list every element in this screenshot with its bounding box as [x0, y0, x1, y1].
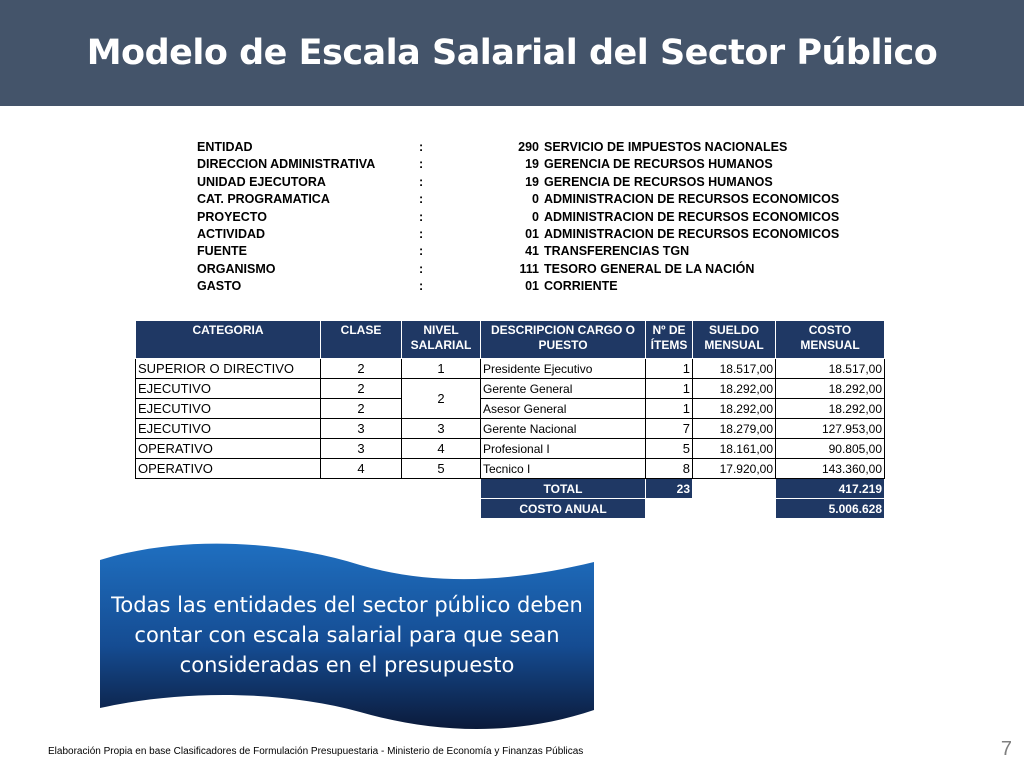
info-desc: ADMINISTRACION DE RECURSOS ECONOMICOS — [544, 209, 840, 224]
cell-nivel: 1 — [402, 359, 481, 379]
cell-costo: 143.360,00 — [776, 459, 885, 479]
cell-nivel: 3 — [402, 419, 481, 439]
cell-items: 7 — [646, 419, 693, 439]
info-desc: GERENCIA DE RECURSOS HUMANOS — [544, 174, 773, 189]
header-clase: CLASE — [321, 321, 402, 359]
table-row — [136, 379, 885, 399]
header-sueldo-mensual: SUELDO MENSUAL — [693, 321, 776, 359]
info-colon: : — [419, 174, 424, 189]
page-title: Modelo de Escala Salarial del Sector Público — [86, 33, 938, 73]
page-number: 7 — [1000, 738, 1012, 760]
header-items: Nº DE ÍTEMS — [646, 321, 693, 359]
info-desc: ADMINISTRACION DE RECURSOS ECONOMICOS — [544, 226, 840, 241]
source-footnote: Elaboración Propia en base Clasificadores de Formulación Presupuestaria - Ministerio de Economía y Finanzas Públicas — [48, 746, 584, 757]
cell-nivel: 4 — [402, 439, 481, 459]
total-label: TOTAL — [481, 479, 646, 499]
info-row — [197, 279, 897, 296]
cell-costo: 127.953,00 — [776, 419, 885, 439]
blank-cell — [693, 499, 776, 519]
total-row — [136, 479, 885, 499]
info-colon: : — [419, 140, 424, 154]
info-row — [197, 262, 897, 279]
cell-clase: 3 — [321, 419, 402, 439]
salary-scale-table — [135, 320, 885, 519]
cell-costo: 18.292,00 — [776, 379, 885, 399]
banner-message: Todas las entidades del sector público deben contar con escala salarial para que sean consideradas en el presupuesto — [111, 593, 583, 677]
table-row — [136, 359, 885, 379]
cell-descripcion: Tecnico I — [481, 459, 646, 479]
cell-categoria: SUPERIOR O DIRECTIVO — [136, 359, 321, 379]
info-label: PROYECTO — [197, 209, 267, 224]
info-label: ENTIDAD — [197, 140, 253, 154]
cell-items: 1 — [646, 359, 693, 379]
cell-categoria: OPERATIVO — [136, 439, 321, 459]
header-descripcion: DESCRIPCION CARGO O PUESTO — [481, 321, 646, 359]
cell-clase: 2 — [321, 359, 402, 379]
info-desc: SERVICIO DE IMPUESTOS NACIONALES — [544, 140, 788, 154]
header-categoria: CATEGORIA — [136, 321, 321, 359]
info-code: 01 — [525, 279, 539, 294]
info-colon: : — [419, 157, 424, 172]
info-colon: : — [419, 209, 424, 224]
cell-nivel: 5 — [402, 459, 481, 479]
info-code: 41 — [525, 244, 539, 259]
blank-cell — [693, 479, 776, 499]
cell-sueldo: 18.161,00 — [693, 439, 776, 459]
cell-descripcion: Gerente General — [481, 379, 646, 399]
info-desc: TESORO GENERAL DE LA NACIÓN — [544, 261, 755, 276]
cell-sueldo: 18.292,00 — [693, 379, 776, 399]
cell-clase: 4 — [321, 459, 402, 479]
annual-cost-value: 5.006.628 — [776, 499, 885, 519]
info-label: UNIDAD EJECUTORA — [197, 174, 326, 189]
info-code: 01 — [525, 226, 539, 241]
cell-descripcion: Gerente Nacional — [481, 419, 646, 439]
info-desc: ADMINISTRACION DE RECURSOS ECONOMICOS — [544, 192, 840, 207]
info-desc: TRANSFERENCIAS TGN — [544, 244, 690, 259]
blank-cell — [136, 499, 481, 519]
info-code: 290 — [518, 140, 539, 154]
info-code: 111 — [519, 261, 539, 276]
cell-categoria: EJECUTIVO — [136, 379, 321, 399]
info-label: FUENTE — [197, 244, 247, 259]
title-bar — [0, 0, 1024, 106]
info-code: 19 — [525, 157, 539, 172]
cell-sueldo: 18.292,00 — [693, 399, 776, 419]
info-label: GASTO — [197, 279, 242, 294]
blank-cell — [646, 499, 693, 519]
budget-info — [197, 140, 897, 297]
info-colon: : — [419, 261, 424, 276]
blank-cell — [136, 479, 481, 499]
table-header-row — [136, 321, 885, 359]
info-row — [197, 192, 897, 209]
cell-items: 1 — [646, 399, 693, 419]
info-colon: : — [419, 279, 424, 294]
header-costo-mensual: COSTO MENSUAL — [776, 321, 885, 359]
header-nivel-salarial: NIVEL SALARIAL — [402, 321, 481, 359]
info-colon: : — [419, 244, 424, 259]
cell-descripcion: Profesional I — [481, 439, 646, 459]
annual-cost-row — [136, 499, 885, 519]
table-row — [136, 419, 885, 439]
cell-items: 8 — [646, 459, 693, 479]
info-row — [197, 210, 897, 227]
cell-clase: 3 — [321, 439, 402, 459]
cell-items: 1 — [646, 379, 693, 399]
cell-descripcion: Asesor General — [481, 399, 646, 419]
info-row — [197, 157, 897, 174]
cell-sueldo: 18.517,00 — [693, 359, 776, 379]
info-label: ORGANISMO — [197, 261, 276, 276]
cell-categoria: EJECUTIVO — [136, 419, 321, 439]
cell-descripcion: Presidente Ejecutivo — [481, 359, 646, 379]
annual-cost-label: COSTO ANUAL — [481, 499, 646, 519]
cell-sueldo: 18.279,00 — [693, 419, 776, 439]
info-label: ACTIVIDAD — [197, 226, 266, 241]
info-desc: CORRIENTE — [544, 279, 618, 294]
cell-sueldo: 17.920,00 — [693, 459, 776, 479]
total-costo: 417.219 — [776, 479, 885, 499]
cell-costo: 18.292,00 — [776, 399, 885, 419]
cell-clase: 2 — [321, 379, 402, 399]
cell-categoria: EJECUTIVO — [136, 399, 321, 419]
cell-items: 5 — [646, 439, 693, 459]
info-row — [197, 140, 897, 157]
info-desc: GERENCIA DE RECURSOS HUMANOS — [544, 157, 773, 172]
info-row — [197, 175, 897, 192]
info-code: 19 — [525, 174, 539, 189]
info-row — [197, 244, 897, 261]
total-items: 23 — [646, 479, 693, 499]
cell-nivel: 2 — [402, 379, 481, 419]
cell-costo: 90.805,00 — [776, 439, 885, 459]
cell-costo: 18.517,00 — [776, 359, 885, 379]
cell-categoria: OPERATIVO — [136, 459, 321, 479]
table-row — [136, 439, 885, 459]
info-colon: : — [419, 226, 424, 241]
info-label: DIRECCION ADMINISTRATIVA — [197, 157, 376, 172]
info-colon: : — [419, 192, 424, 207]
table-row — [136, 399, 885, 419]
cell-clase: 2 — [321, 399, 402, 419]
info-code: 0 — [532, 209, 539, 224]
info-label: CAT. PROGRAMATICA — [197, 192, 330, 207]
info-row — [197, 227, 897, 244]
info-code: 0 — [532, 192, 539, 207]
table-row — [136, 459, 885, 479]
